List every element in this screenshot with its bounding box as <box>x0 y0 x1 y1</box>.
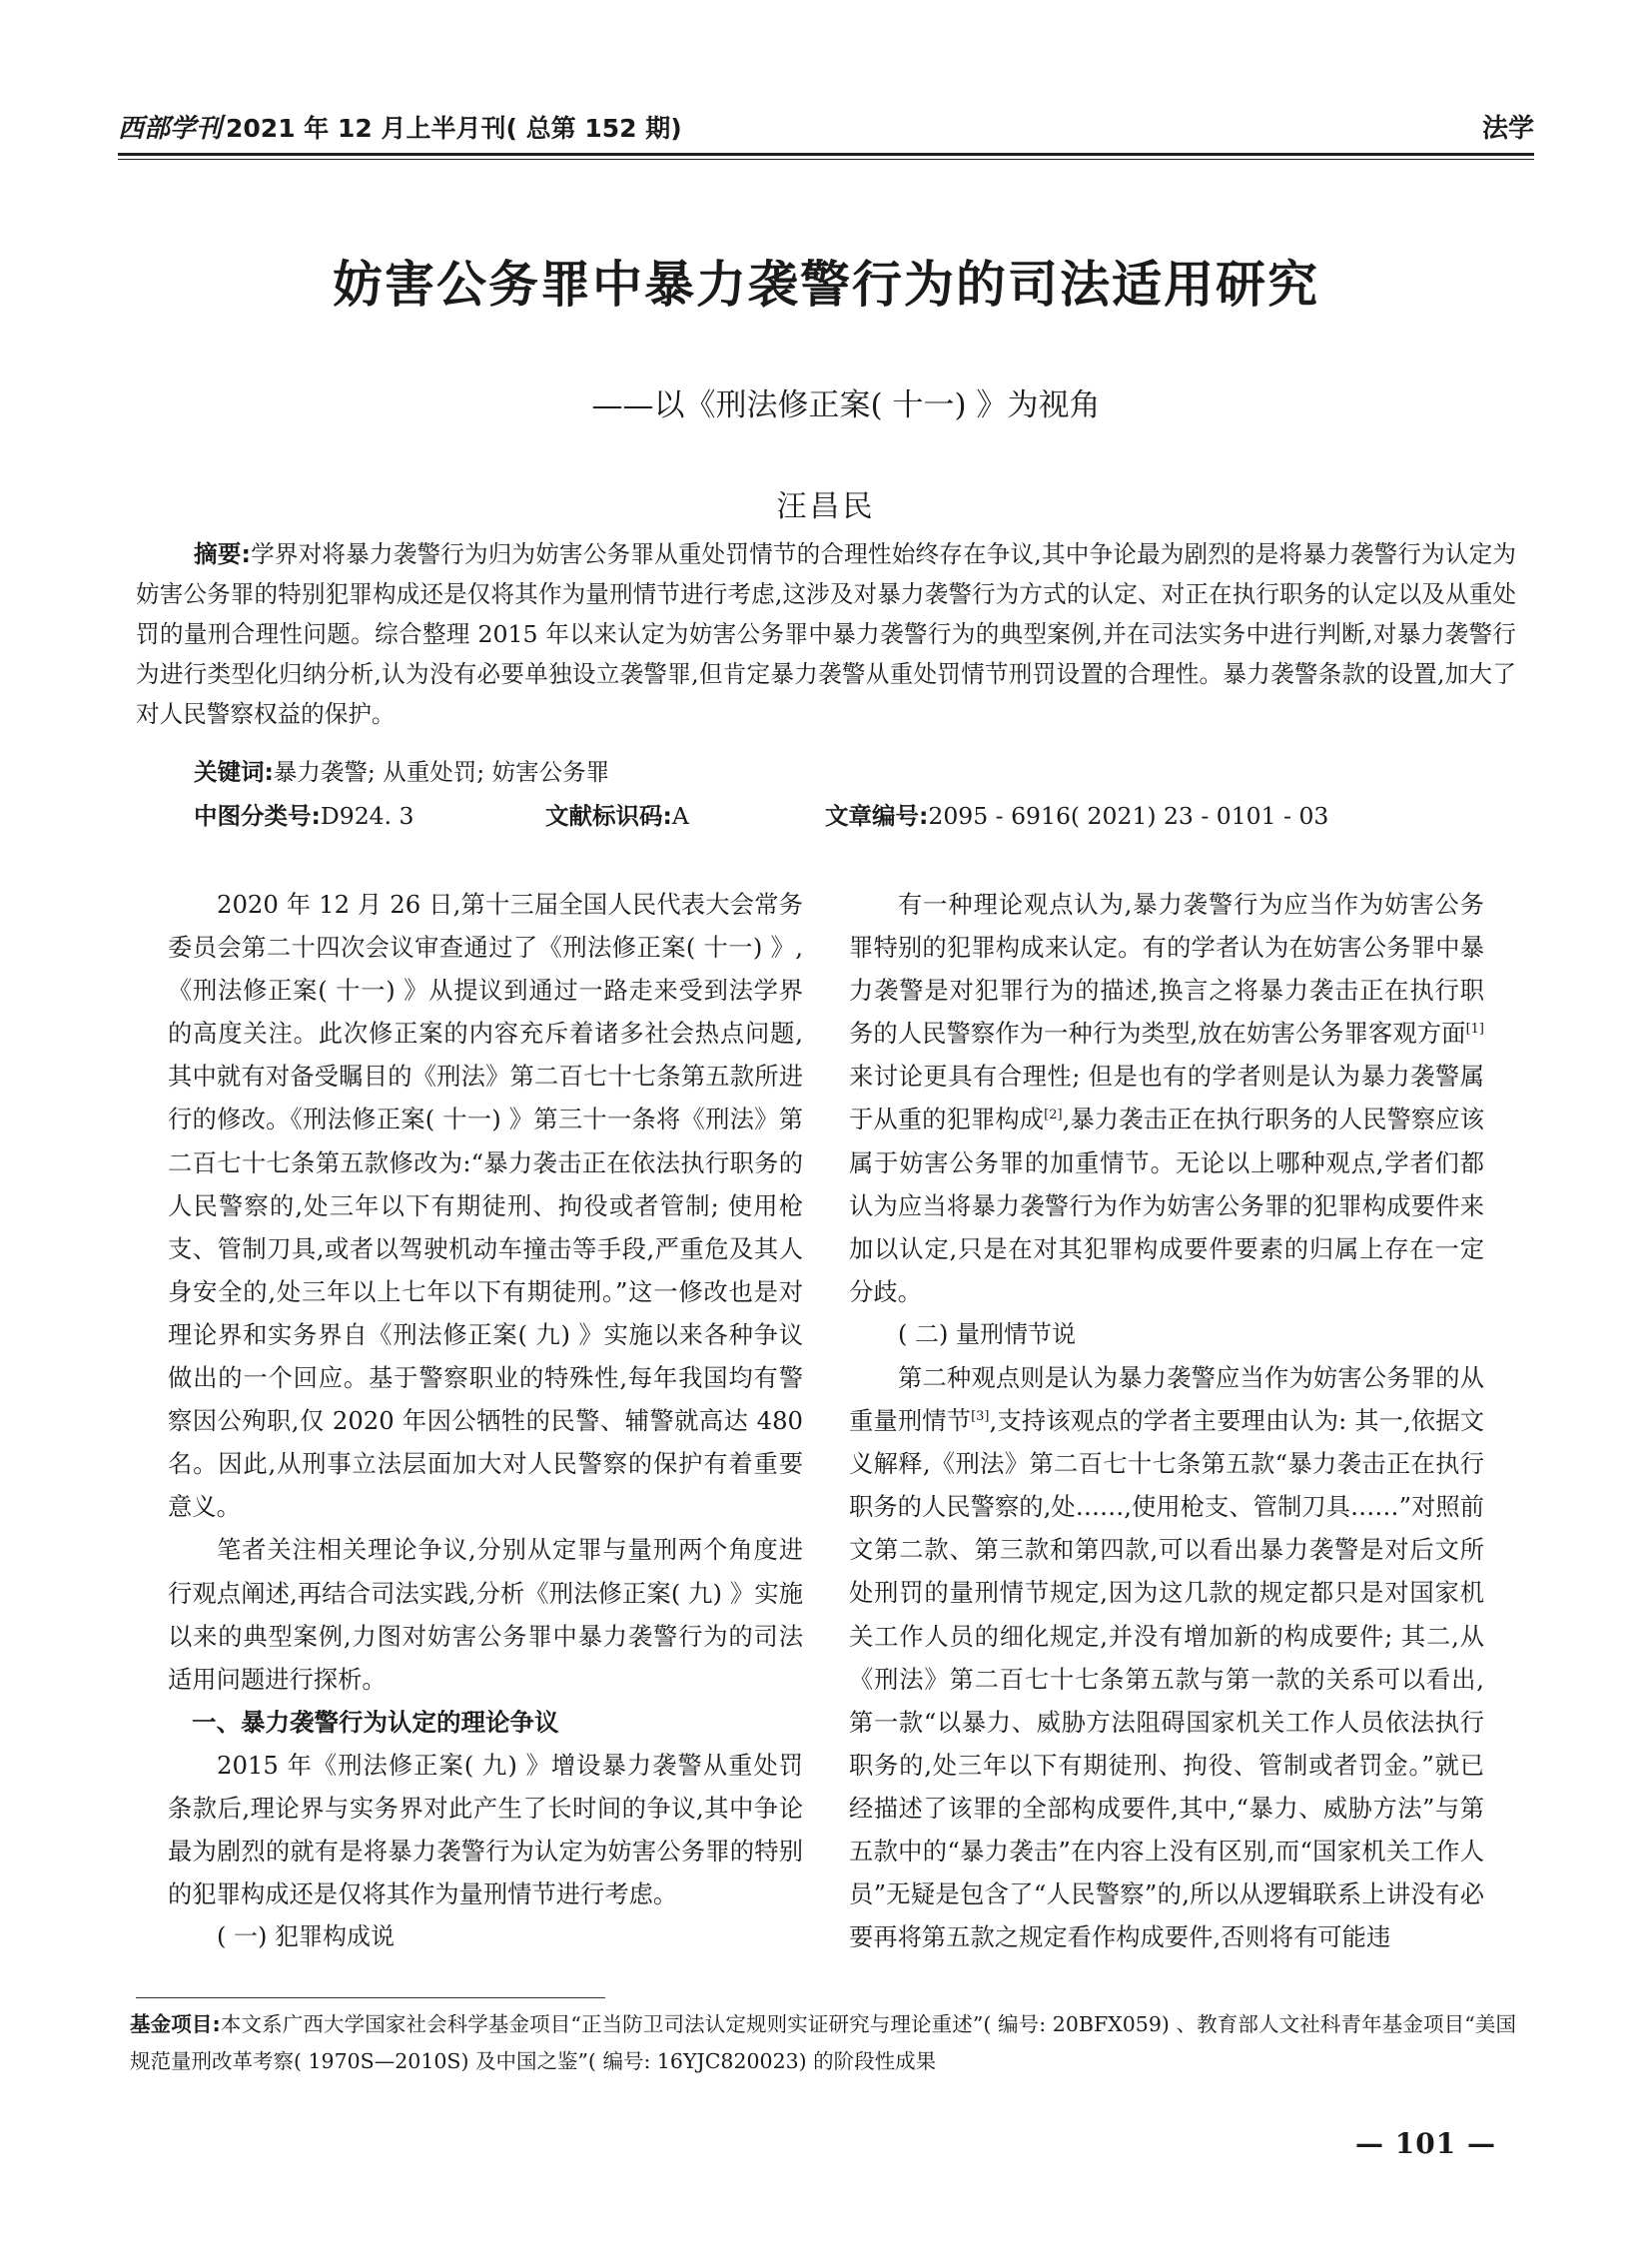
paragraph-text: 有一种理论观点认为,暴力袭警行为应当作为妨害公务罪特别的犯罪构成来认定。有的学者认为在妨害公务罪中暴力袭警是对犯罪行为的描述,换言之将暴力袭击正在执行职务的人民警察作为一种行为类型,放在妨害公务罪客观方面 <box>849 890 1484 1049</box>
page-number: — 101 — <box>1355 2127 1496 2160</box>
journal-logo: 西部学刊 <box>118 114 223 144</box>
paragraph-text: ,支持该观点的学者主要理由认为: 其一,依据文义解释,《刑法》第二百七十七条第五款“暴力袭击正在执行职务的人民警察的,处……,使用枪支、管制刀具……”对照前文第二款、第三款和第四款,可以看出暴力袭警是对后文所处刑罚的量刑情节规定,因为这几款的规定都只是对国家机关工作人员的细化规定,并没有增加新的构成要件; 其二,从《刑法》第二百七十七条第五款与第一款的关系可以看出,第一款“以暴力、威胁方法阻碍国家机关工作人员依法执行职务的,处三年以下有期徒刑、拘役、管制或者罚金。”就已经描述了该罪的全部构成要件,其中,“暴力、威胁方法”与第五款中的“暴力袭击”在内容上没有区别,而“国家机关工作人员”无疑是包含了“人民警察”的,所以从逻辑联系上讲没有必要再将第五款之规定看作构成要件,否则将有可能违 <box>849 1406 1485 1952</box>
section-heading: 一、暴力袭警行为认定的理论争议 <box>192 1707 559 1737</box>
article-no-value: 2095 - 6916( 2021) 23 - 0101 - 03 <box>928 802 1329 830</box>
keywords <box>194 753 609 787</box>
clc-value: D924. 3 <box>320 802 414 830</box>
keywords-label: 关键词: <box>194 758 274 786</box>
subsection-heading: ( 一) 犯罪构成说 <box>217 1922 395 1951</box>
paragraph <box>849 883 1484 1313</box>
abstract <box>136 534 1516 734</box>
article-no-label: 文章编号: <box>825 802 929 830</box>
citation-ref: [1] <box>1465 1022 1484 1038</box>
running-header <box>118 108 1534 152</box>
citation-ref: [3] <box>971 1408 990 1424</box>
paragraph: 2020 年 12 月 26 日,第十三届全国人民代表大会常务委员会第二十四次会议审查通过了《刑法修正案( 十一) 》,《刑法修正案( 十一) 》从提议到通过一路走来受到法学界的高度关注。此次修正案的内容充斥着诸多社会热点问题,其中就有对备受瞩目的《刑法》第二百七十七条第五款所进行的修改。《刑法修正案( 十一) 》第三十一条将《刑法》第二百七十七条第五款修改为:“暴力袭击正在依法执行职务的人民警察的,处三年以下有期徒刑、拘役或者管制; 使用枪支、管制刀具,或者以驾驶机动车撞击等手段,严重危及其人身安全的,处三年以上七年以下有期徒刑。”这一修改也是对理论界和实务界自《刑法修正案( 九) 》实施以来各种争议做出的一个回应。基于警察职业的特殊性,每年我国均有警察因公殉职,仅 2020 年因公牺牲的民警、辅警就高达 480 名。因此,从刑事立法层面加大对人民警察的保护有着重要意义。 <box>168 890 803 1522</box>
article-subtitle: ——以《刑法修正案( 十一) 》为视角 <box>591 387 1101 423</box>
header-rule <box>118 153 1534 156</box>
citation-ref: [2] <box>1044 1108 1063 1123</box>
abstract-label: 摘要: <box>194 540 251 568</box>
issue-label: 2021 年 12 月上半月刊( 总第 152 期) <box>226 114 682 143</box>
paragraph <box>849 1356 1484 1958</box>
paragraph-text: 来讨论更具有合理性; 但是也有的学者则是认为暴力袭警属于从重的犯罪构成 <box>849 1062 1484 1134</box>
funding-footnote <box>130 2006 1516 2080</box>
paragraph-text: ,暴力袭击正在执行职务的人民警察应该属于妨害公务罪的加重情节。无论以上哪种观点,学者们都认为应当将暴力袭警行为作为妨害公务罪的犯罪构成要件来加以认定,只是在对其犯罪构成要件要素的归属上存在一定分歧。 <box>849 1105 1484 1306</box>
body-column-left <box>168 883 803 1958</box>
paragraph: 2015 年《刑法修正案( 九) 》增设暴力袭警从重处罚条款后,理论界与实务界对此产生了长时间的争议,其中争论最为剧烈的就有是将暴力袭警行为认定为妨害公务罪的特别的犯罪构成还是仅将其作为量刑情节进行考虑。 <box>168 1750 803 1909</box>
doc-code-label: 文献标识码: <box>545 802 672 830</box>
doc-code-value: A <box>671 802 689 830</box>
article-author: 汪昌民 <box>776 489 876 524</box>
journal-issue-line <box>118 108 682 145</box>
body-column-right <box>849 883 1484 1958</box>
article-title: 妨害公务罪中暴力袭警行为的司法适用研究 <box>333 256 1319 314</box>
subsection-heading: ( 二) 量刑情节说 <box>898 1319 1076 1348</box>
funding-label: 基金项目: <box>130 2012 221 2036</box>
footnote-rule <box>136 1997 605 1998</box>
abstract-text: 学界对将暴力袭警行为归为妨害公务罪从重处罚情节的合理性始终存在争议,其中争论最为剧烈的是将暴力袭警行为认定为妨害公务罪的特别犯罪构成还是仅将其作为量刑情节进行考虑,这涉及对暴力袭警行为方式的认定、对正在执行职务的认定以及从重处罚的量刑合理性问题。综合整理 2015 年以来认定为妨害公务罪中暴力袭警行为的典型案例,并在司法实务中进行判断,对暴力袭警行为进行类型化归纳分析,认为没有必要单独设立袭警罪,但肯定暴力袭警从重处罚情节刑罚设置的合理性。暴力袭警条款的设置,加大了对人民警察权益的保护。 <box>136 540 1517 728</box>
article-number <box>825 797 1328 831</box>
section-label: 法学 <box>1481 114 1534 144</box>
paragraph: 笔者关注相关理论争议,分别从定罪与量刑两个角度进行观点阐述,再结合司法实践,分析《刑法修正案( 九) 》实施以来的典型案例,力图对妨害公务罪中暴力袭警行为的司法适用问题进行探析。 <box>168 1535 803 1694</box>
header-rule-thin <box>118 159 1534 160</box>
document-code <box>545 797 689 831</box>
paragraph-text: 第二种观点则是认为暴力袭警应当作为妨害公务罪的从重量刑情节 <box>849 1362 1484 1436</box>
classification-row <box>194 797 1492 831</box>
clc-label: 中图分类号: <box>194 802 321 830</box>
clc-code <box>194 797 414 831</box>
funding-text: 本文系广西大学国家社会科学基金项目“正当防卫司法认定规则实证研究与理论重述”( 编号: 20BFX059) 、教育部人文社科青年基金项目“美国规范量刑改革考察( 1970S—2010S) 及中国之鉴”( 编号: 16YJC820023) 的阶段性成果 <box>130 2012 1516 2073</box>
keywords-text: 暴力袭警; 从重处罚; 妨害公务罪 <box>273 758 610 786</box>
